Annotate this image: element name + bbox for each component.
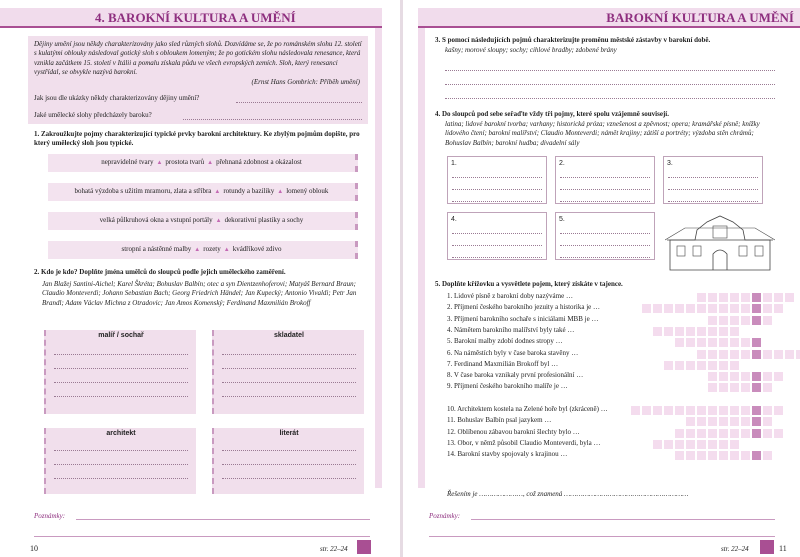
page-ref: str. 22–24 bbox=[721, 545, 749, 553]
crossword-cell[interactable] bbox=[729, 450, 740, 461]
crossword-cell[interactable] bbox=[641, 303, 652, 314]
crossword-cell[interactable] bbox=[729, 360, 740, 371]
crossword-cell[interactable] bbox=[751, 416, 762, 427]
term[interactable]: kvádříkové zdivo bbox=[232, 245, 282, 253]
term[interactable]: nepravidelné tvary bbox=[101, 158, 154, 166]
task-2: 2. Kdo je kdo? Doplňte jména umělců do sloupců podle jejich uměleckého zaměření. bbox=[34, 268, 286, 276]
right-page bbox=[403, 0, 800, 557]
crossword-clue: 11. Bohuslav Balbín psal jazykem … bbox=[447, 416, 552, 425]
crossword-cell[interactable] bbox=[718, 439, 729, 450]
crossword-cell[interactable] bbox=[696, 405, 707, 416]
crossword-cell[interactable] bbox=[718, 428, 729, 439]
page-number: 11 bbox=[779, 544, 787, 553]
crossword-cell[interactable] bbox=[740, 405, 751, 416]
crossword-cell[interactable] bbox=[740, 382, 751, 393]
crossword-cell[interactable] bbox=[707, 382, 718, 393]
task-3-terms: kašny; morové sloupy; sochy; cihlové bradby; zdobené brány bbox=[445, 46, 617, 54]
crossword-cell[interactable] bbox=[740, 315, 751, 326]
crossword-cell[interactable] bbox=[740, 337, 751, 348]
crossword-cell[interactable] bbox=[652, 439, 663, 450]
crossword-cell[interactable] bbox=[674, 439, 685, 450]
crossword-cell[interactable] bbox=[707, 337, 718, 348]
task-5: 5. Doplňte křížovku a vysvětlete pojem, který získáte v tajence. bbox=[435, 280, 623, 288]
crossword-cell[interactable] bbox=[674, 428, 685, 439]
crossword-cell[interactable] bbox=[751, 428, 762, 439]
crossword-cell[interactable] bbox=[784, 349, 795, 360]
term[interactable]: dekorativní plastiky a sochy bbox=[224, 216, 304, 224]
crossword-cell[interactable] bbox=[696, 439, 707, 450]
crossword-cell[interactable] bbox=[795, 349, 800, 360]
crossword-cell[interactable] bbox=[707, 371, 718, 382]
crossword-cell[interactable] bbox=[685, 337, 696, 348]
crossword-clue: 6. Na náměstích byly v čase baroka stavěny … bbox=[447, 348, 579, 357]
left-margin-bar bbox=[375, 28, 382, 488]
crossword-cell[interactable] bbox=[729, 326, 740, 337]
crossword-cell[interactable] bbox=[729, 428, 740, 439]
crossword-cell[interactable] bbox=[663, 405, 674, 416]
crossword-cell[interactable] bbox=[740, 349, 751, 360]
crossword-cell[interactable] bbox=[729, 337, 740, 348]
crossword-cell[interactable] bbox=[718, 337, 729, 348]
crossword-cell[interactable] bbox=[762, 371, 773, 382]
crossword-clue: 7. Ferdinand Maxmilián Brokoff byl … bbox=[447, 359, 559, 368]
crossword-clue: 9. Příjmení českého barokního malíře je … bbox=[447, 382, 568, 391]
crossword-cell[interactable] bbox=[718, 360, 729, 371]
crossword-cell[interactable] bbox=[762, 349, 773, 360]
crossword-cell[interactable] bbox=[696, 450, 707, 461]
crossword-cell[interactable] bbox=[729, 292, 740, 303]
term[interactable]: přehnaná zdobnost a okázalost bbox=[216, 158, 302, 166]
crossword-clue: 10. Architektem kostela na Zelené hoře byl (zkráceně) … bbox=[447, 405, 608, 413]
crossword-cell[interactable] bbox=[663, 326, 674, 337]
crossword-cell[interactable] bbox=[685, 428, 696, 439]
task-4: 4. Do sloupců pod sebe seřaďte vždy tři pojmy, které spolu vzájemně souvisejí. bbox=[435, 110, 669, 118]
page-title: 4. BAROKNÍ KULTURA A UMĚNÍ bbox=[95, 10, 296, 25]
solution-line: Řešením je …………………, což znamená …………………………………………………… bbox=[447, 490, 689, 498]
crossword-cell[interactable] bbox=[762, 450, 773, 461]
crossword-cell[interactable] bbox=[685, 405, 696, 416]
notes-label: Poznámky: bbox=[34, 512, 66, 520]
crossword-cell[interactable] bbox=[773, 405, 784, 416]
term[interactable]: rotundy a baziliky bbox=[223, 187, 275, 195]
crossword-cell[interactable] bbox=[762, 382, 773, 393]
crossword-cell[interactable] bbox=[685, 439, 696, 450]
quote-box bbox=[28, 36, 368, 124]
crossword-cell[interactable] bbox=[740, 450, 751, 461]
crossword-cell[interactable] bbox=[729, 371, 740, 382]
column-box-3[interactable] bbox=[663, 156, 763, 204]
artist-names: Jan Blažej Santini-Aichel; Karel Škréta; Bohuslav Balbín; otec a syn Dientzenhoferovi; Matyáš Bernard Braun; Claudio Monteverdi; Johann Sebastian Bach; Georg Friedrich Händel; Jan Kupecký; Antonio Vivaldi; Petr Jan Brandl; Adam Václav Michna z Otradovic; Jan Amos Komenský; Ferdinand Maxmilián Brokoff bbox=[42, 280, 357, 307]
crossword-cell[interactable] bbox=[674, 450, 685, 461]
crossword-cell[interactable] bbox=[762, 303, 773, 314]
box-label: malíř / sochař bbox=[98, 332, 144, 339]
crossword-cell[interactable] bbox=[751, 349, 762, 360]
crossword-cell[interactable] bbox=[718, 315, 729, 326]
crossword-cell[interactable] bbox=[751, 315, 762, 326]
column-box-2[interactable] bbox=[555, 156, 655, 204]
term[interactable]: bohatá výzdoba s užitím mramoru, zlata a stříbra bbox=[74, 187, 212, 195]
page-ref: str. 22–24 bbox=[320, 545, 348, 553]
crossword-cell[interactable] bbox=[762, 405, 773, 416]
crossword-cell[interactable] bbox=[685, 326, 696, 337]
box-composer[interactable] bbox=[212, 330, 364, 414]
crossword-cell[interactable] bbox=[751, 405, 762, 416]
crossword-cell[interactable] bbox=[707, 416, 718, 427]
crossword-cell[interactable] bbox=[696, 326, 707, 337]
crossword-cell[interactable] bbox=[762, 315, 773, 326]
terms-row-2 bbox=[48, 183, 358, 201]
crossword-cell[interactable] bbox=[762, 428, 773, 439]
crossword-cell[interactable] bbox=[685, 416, 696, 427]
column-box-4[interactable] bbox=[447, 212, 547, 260]
crossword-cell[interactable] bbox=[740, 292, 751, 303]
crossword-cell[interactable] bbox=[696, 416, 707, 427]
crossword-cell[interactable] bbox=[652, 326, 663, 337]
crossword-cell[interactable] bbox=[718, 292, 729, 303]
triangle-icon: ▲ bbox=[156, 160, 163, 166]
crossword-cell[interactable] bbox=[773, 292, 784, 303]
crossword-cell[interactable] bbox=[707, 450, 718, 461]
term[interactable]: prostota tvarů bbox=[165, 158, 205, 166]
box-label: architekt bbox=[106, 430, 136, 437]
crossword-cell[interactable] bbox=[707, 326, 718, 337]
crossword-clue: 5. Barokní malby zdobí dodnes stropy … bbox=[447, 337, 563, 346]
crossword-cell[interactable] bbox=[729, 405, 740, 416]
crossword-cell[interactable] bbox=[707, 292, 718, 303]
crossword-cell[interactable] bbox=[685, 360, 696, 371]
terms-row-4 bbox=[48, 241, 358, 259]
crossword-cell[interactable] bbox=[696, 303, 707, 314]
crossword-clue: 4. Námětem barokního malířství byly také … bbox=[447, 325, 575, 334]
crossword-cell[interactable] bbox=[773, 349, 784, 360]
crossword-cell[interactable] bbox=[751, 382, 762, 393]
crossword-cell[interactable] bbox=[740, 371, 751, 382]
term[interactable]: velká půlkruhová okna a vstupní portály bbox=[99, 216, 213, 224]
crossword-cell[interactable] bbox=[707, 315, 718, 326]
crossword-cell[interactable] bbox=[729, 439, 740, 450]
crossword-cell[interactable] bbox=[718, 405, 729, 416]
box-label: skladatel bbox=[274, 332, 304, 339]
crossword-clue: 2. Příjmení českého barokního jezuity a historika je … bbox=[447, 303, 600, 312]
crossword-cell[interactable] bbox=[707, 405, 718, 416]
running-title: BAROKNÍ KULTURA A UMĚNÍ bbox=[606, 10, 794, 25]
crossword-cell[interactable] bbox=[674, 326, 685, 337]
crossword-cell[interactable] bbox=[751, 450, 762, 461]
quote-author: (Ernst Hans Gombrich: Příběh umění) bbox=[251, 78, 360, 86]
crossword-cell[interactable] bbox=[674, 337, 685, 348]
crossword-cell[interactable] bbox=[707, 303, 718, 314]
triangle-icon: ▲ bbox=[277, 189, 284, 195]
crossword-clue: 13. Obor, v němž působil Claudio Monteverdi, byla … bbox=[447, 438, 601, 447]
triangle-icon: ▲ bbox=[215, 218, 222, 224]
crossword-cell[interactable] bbox=[685, 450, 696, 461]
box-painter-sculptor[interactable] bbox=[44, 330, 196, 414]
column-number: 3. bbox=[667, 160, 673, 167]
crossword-cell[interactable] bbox=[762, 416, 773, 427]
crossword-cell[interactable] bbox=[751, 292, 762, 303]
crossword-cell[interactable] bbox=[696, 337, 707, 348]
baroque-building-illustration bbox=[665, 212, 775, 272]
box-label: literát bbox=[279, 430, 299, 437]
crossword-cell[interactable] bbox=[696, 292, 707, 303]
term[interactable]: stropní a nástěnné malby bbox=[121, 245, 192, 253]
crossword-cell[interactable] bbox=[773, 428, 784, 439]
crossword-cell[interactable] bbox=[729, 349, 740, 360]
crossword-cell[interactable] bbox=[740, 428, 751, 439]
crossword-cell[interactable] bbox=[762, 292, 773, 303]
notes-label: Poznámky: bbox=[429, 512, 461, 520]
terms-row-1 bbox=[48, 154, 358, 172]
crossword-clue: 12. Oblíbenou zábavou barokní šlechty bylo … bbox=[447, 427, 580, 436]
task-4-terms: latina; lidové barokní tvorba; varhany; historická próza; vznešenost a zpěvnost; opera; kramářské písně; knížky lidového čtení; barokní malířství; Claudio Monteverdi; námět krajiny; zátiší a portréty; výzdoba stěn chrámů; Bohuslav Balbín; barokní hudba; divadelní sály bbox=[445, 120, 760, 147]
column-number: 5. bbox=[559, 216, 565, 223]
crossword-cell[interactable] bbox=[718, 416, 729, 427]
box-writer[interactable] bbox=[212, 428, 364, 494]
crossword-cell[interactable] bbox=[729, 315, 740, 326]
crossword-cell[interactable] bbox=[630, 405, 641, 416]
crossword-cell[interactable] bbox=[751, 337, 762, 348]
crossword-cell[interactable] bbox=[641, 405, 652, 416]
triangle-icon: ▲ bbox=[214, 189, 221, 195]
crossword-cell[interactable] bbox=[740, 416, 751, 427]
triangle-icon: ▲ bbox=[194, 247, 201, 253]
crossword-cell[interactable] bbox=[652, 303, 663, 314]
triangle-icon: ▲ bbox=[207, 160, 214, 166]
crossword-cell[interactable] bbox=[696, 349, 707, 360]
crossword-cell[interactable] bbox=[663, 439, 674, 450]
term[interactable]: lomený oblouk bbox=[286, 187, 329, 195]
crossword-cell[interactable] bbox=[707, 428, 718, 439]
crossword-cell[interactable] bbox=[685, 303, 696, 314]
question-a: Jak jsou dle ukázky někdy charakterizovány dějiny umění? bbox=[34, 94, 200, 102]
crossword-cell[interactable] bbox=[674, 405, 685, 416]
crossword-cell[interactable] bbox=[718, 450, 729, 461]
crossword-cell[interactable] bbox=[729, 382, 740, 393]
terms-row-3 bbox=[48, 212, 358, 230]
crossword-cell[interactable] bbox=[718, 303, 729, 314]
box-architect[interactable] bbox=[44, 428, 196, 494]
crossword-cell[interactable] bbox=[663, 303, 674, 314]
crossword-cell[interactable] bbox=[696, 360, 707, 371]
quote-text: Dějiny umění jsou někdy charakterizovány jako sled různých slohů. Dozvídáme se, že po románském slohu 12. století s kulatými oblouky následoval gotický sloh s obloukem lomeným; že po gotickém slohu následovala renesance, která vznikla začátkem 15. století v Itálii a pomalu získala půdu ve všech evropských zemích. Sloh, který renesanci vystřídal, se obvykle nazývá barokní. bbox=[34, 40, 362, 77]
crossword-cell[interactable] bbox=[784, 292, 795, 303]
task-3: 3. S pomocí následujících pojmů charakterizujte proměnu městské zástavby v barokní době. bbox=[435, 36, 711, 44]
crossword-cell[interactable] bbox=[707, 439, 718, 450]
crossword-cell[interactable] bbox=[751, 303, 762, 314]
column-box-5[interactable] bbox=[555, 212, 655, 260]
crossword-cell[interactable] bbox=[696, 428, 707, 439]
triangle-icon: ▲ bbox=[223, 247, 230, 253]
crossword-cell[interactable] bbox=[663, 360, 674, 371]
crossword-clue: 14. Barokní stavby spojovaly s krajinou … bbox=[447, 450, 568, 459]
right-margin-bar bbox=[418, 28, 425, 488]
column-number: 2. bbox=[559, 160, 565, 167]
crossword-cell[interactable] bbox=[707, 349, 718, 360]
left-header bbox=[0, 8, 382, 28]
crossword-cell[interactable] bbox=[773, 303, 784, 314]
crossword-cell[interactable] bbox=[751, 371, 762, 382]
corner-ornament bbox=[357, 540, 371, 554]
crossword-cell[interactable] bbox=[674, 360, 685, 371]
crossword-cell[interactable] bbox=[652, 405, 663, 416]
crossword-cell[interactable] bbox=[740, 303, 751, 314]
question-b: Jaké umělecké slohy předcházely baroku? bbox=[34, 111, 152, 119]
crossword-cell[interactable] bbox=[718, 326, 729, 337]
crossword-cell[interactable] bbox=[729, 303, 740, 314]
crossword-cell[interactable] bbox=[729, 416, 740, 427]
term[interactable]: rozety bbox=[203, 245, 221, 253]
crossword-cell[interactable] bbox=[707, 360, 718, 371]
crossword-cell[interactable] bbox=[718, 382, 729, 393]
column-number: 1. bbox=[451, 160, 457, 167]
crossword-clue: 3. Příjmení barokního sochaře s iniciálami MBB je … bbox=[447, 314, 599, 323]
task-1: 1. Zakroužkujte pojmy charakterizující typické prvky barokní architektury. Ke zbylým pojmům dopište, pro který umělecký sloh jsou typické. bbox=[34, 130, 360, 148]
column-box-1[interactable] bbox=[447, 156, 547, 204]
right-header bbox=[418, 8, 800, 28]
corner-ornament bbox=[760, 540, 774, 554]
crossword-clue: 8. V čase baroka vznikaly první profesionální … bbox=[447, 371, 584, 380]
crossword-clue: 1. Lidové písně z barokní doby nazýváme … bbox=[447, 292, 573, 300]
crossword-cell[interactable] bbox=[718, 349, 729, 360]
crossword-cell[interactable] bbox=[773, 371, 784, 382]
page-number: 10 bbox=[30, 544, 38, 553]
crossword-cell[interactable] bbox=[718, 371, 729, 382]
crossword-cell[interactable] bbox=[674, 303, 685, 314]
column-number: 4. bbox=[451, 216, 457, 223]
